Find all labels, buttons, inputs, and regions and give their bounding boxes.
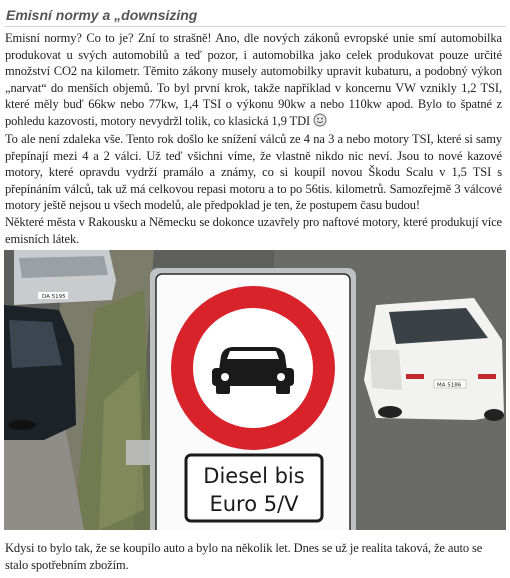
- silver-car-plate: DA 5195: [42, 294, 66, 300]
- paragraph-emission-norms: [5, 30, 502, 129]
- paragraph-consumer-goods: Kdysi to bylo tak, že se koupilo auto a bylo na několik let. Dnes se už je realita taková, že auto se stalo spotřebním zbožím.: [5, 541, 483, 572]
- paragraph-text: Emisní normy? Co to je? Zní to strašně! Ano, dle nových zákonů evropské unie smí automobilka produkovat u svých automobilů a teď pozor, i automobilka jako celek produkovat pouze určité množství CO2 na kilometr. Těmito zákony musely automobilky upravit kubaturu, a podobný výkon „narvat“ do menších objemů. To byl první krok, takže například v koncernu VW vznikly 1,2 TSI, které měly buď 66kw nebo 77kw, 1,4 TSI o výkonu 90kw a nebo 110kw apod. Bylo to špatné z pohledu kazovosti, motory nevydržl tolik, co klasická 1,9 TDI: [5, 31, 502, 128]
- sign-line-1: Diesel bis: [203, 464, 305, 488]
- white-car-plate: MA 5186: [437, 382, 462, 389]
- paragraph-cylinder-reduction: To ale není zdaleka vše. Tento rok došlo ke snížení válců ze 4 na 3 a nebo motory TSI, které si samy přepínají mezi 4 a 2 válci. Už teď všichni víme, že vlastně nikdo nic neví. Jsou to nové kazové motory, které opravdu vydrží pramálo a známy, co si koupil novou Škodu Scalu v 1,5 TSI s přepínáním válců, tak už má celkovou repasi motoru a to po 56tis. kilometrů. Samozřejmě 3 válcové motory ještě nejsou u všech modelů, ale předpoklad je ten, že postupem času budou!: [5, 132, 502, 212]
- diesel-ban-photo: [4, 250, 506, 530]
- smiley-face-icon: [313, 113, 327, 127]
- title-divider: [4, 26, 506, 27]
- paragraph-city-bans: Některé města v Rakousku a Německu se dokonce uzavřely pro naftové motory, které produkují více emisních látek.: [5, 215, 502, 246]
- white-car: [364, 298, 504, 421]
- article-title: Emisní normy a „downsizing: [6, 7, 198, 23]
- sign-line-2: Euro 5/V: [209, 492, 299, 516]
- dark-car: [4, 305, 76, 440]
- diesel-ban-sign: [150, 268, 356, 530]
- silver-car: [14, 250, 116, 305]
- photo-scene: [4, 250, 506, 530]
